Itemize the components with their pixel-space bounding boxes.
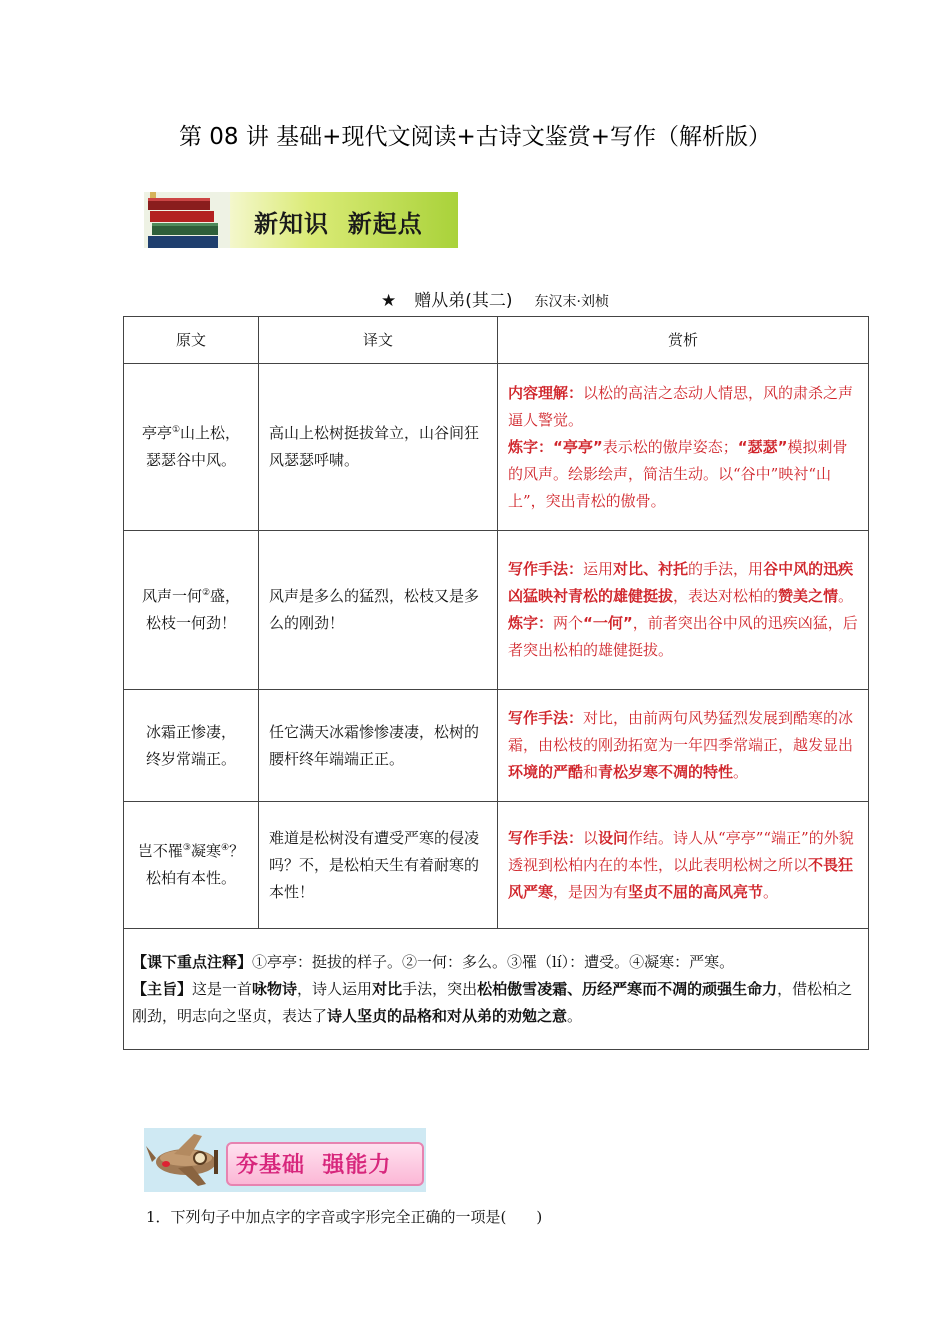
original-text: 瑟瑟谷中风。 [145,451,236,469]
notes-cell [124,929,869,1050]
original-text: 冰霜正惨凄， [145,722,236,741]
analysis-text: 和 [583,763,599,781]
header-original: 原文 [124,317,259,364]
notes-text: ①亭亭：挺拔的样子。②一何：多么。③罹（lí）：遭受。④凝寒：严寒。 [252,952,735,971]
original-cell [124,364,259,531]
original-text: ？ [229,842,245,860]
analysis-emph: 不畏狂风严寒 [508,855,854,901]
original-text: 终岁常端正。 [145,749,236,768]
analysis-label: 内容理解： [508,383,584,402]
analysis-text: 。 [763,882,779,901]
table-row [124,531,869,690]
analysis-text: 对比，由前两句风势猛烈发展到酷寒的冰霜，由松枝的刚劲拓宽为一年四季常端正，越发显出 [508,709,854,754]
banner-text: 夯基础 强能力 [236,1153,392,1178]
translation-cell: 高山上松树挺拔耸立，山谷间狂风瑟瑟呼啸。 [259,364,498,531]
notes-label: 【课下重点注释】 [132,952,253,971]
analysis-text: 运用 [583,560,614,578]
analysis-text: 作结。诗人从“亭亭”“端正”的外貌透视到松柏内在的本性，以此表明松树之所以 [508,828,854,874]
analysis-cell [498,364,869,531]
theme-emph: 松柏傲雪凌霜、历经严寒而不凋的顽强生命力 [477,979,778,998]
footnote-mark: ③ [182,843,191,853]
analysis-text: 的手法，用 [688,560,764,578]
analysis-text: 以 [583,828,599,847]
analysis-emph: 青松岁寒不凋的特性 [598,763,734,781]
analysis-emph: 赞美之情 [778,587,839,605]
poem-analysis-table [123,316,869,1050]
analysis-cell [498,531,869,690]
analysis-emph: 谷中风的迅疾凶猛映衬青松的雄健挺拔 [508,560,854,605]
banner-consolidate-basics [144,1128,426,1192]
footnote-mark: ② [201,588,211,598]
analysis-text: 。 [838,587,854,605]
analysis-text: 以松的高洁之态动人情思，风的肃杀之声逼人警觉。 [508,383,854,429]
analysis-text: 。 [733,763,749,781]
notes-row [124,929,869,1050]
theme-label: 【主旨】 [132,979,193,998]
analysis-emph: 坚贞不屈的高风亮节 [628,882,764,901]
books-icon [144,192,236,248]
original-cell [124,531,259,690]
theme-emph: 对比 [372,979,403,998]
original-text: 岂不罹 [137,842,183,860]
theme-text: ，借松柏之刚劲，明志向之坚贞，表达了 [132,979,853,1025]
analysis-text: ，表达对松柏的 [673,587,779,605]
analysis-emph: “瑟瑟” [737,437,788,456]
header-analysis: 赏析 [498,317,869,364]
analysis-cell [498,802,869,929]
table-row [124,690,869,802]
theme-text: 。 [567,1006,583,1025]
translation-cell: 风声是多么的猛烈，松枝又是多么的刚劲！ [259,531,498,690]
table-row [124,364,869,531]
banner-new-knowledge [144,192,458,248]
analysis-label: 写作手法： [508,560,584,578]
question-1: 1．下列句子中加点字的字音或字形完全正确的一项是( ) [146,1208,543,1226]
analysis-label: 写作手法： [508,709,584,727]
analysis-emph: 对比、衬托 [613,560,689,578]
poem-author: 东汉末·刘桢 [534,294,609,310]
table-row [124,802,869,929]
analysis-text: 模拟刺骨的风声。绘影绘声，简洁生动。以“谷中”映衬“山上”，突出青松的傲骨。 [508,437,848,510]
original-cell [124,690,259,802]
poem-title: 赠从弟(其二) [414,291,513,311]
theme-text: 手法，突出 [402,979,478,998]
page-title: 第 08 讲 基础+现代文阅读+古诗文鉴赏+写作（解析版） [178,124,771,150]
analysis-emph: 环境的严酷 [508,763,584,781]
analysis-text: ，前者突出谷中风的迅疾凶猛，后者突出松柏的雄健挺拔。 [508,614,858,659]
original-text: 松柏有本性。 [145,869,236,887]
translation-cell: 任它满天冰霜惨惨凄凄，松树的腰杆终年端端正正。 [259,690,498,802]
footnote-mark: ④ [221,843,230,853]
original-text: 山上松， [180,424,241,442]
footnote-mark: ① [171,425,181,435]
analysis-emph: “一何” [583,614,633,632]
theme-emph: 咏物诗 [252,979,298,998]
analysis-label: 炼字： [508,614,554,632]
analysis-label: 炼字： [508,437,554,456]
analysis-emph: 设问 [598,828,629,847]
theme-text: ，诗人运用 [297,979,373,998]
star-icon: ★ [381,291,397,311]
analysis-label: 写作手法： [508,828,584,847]
header-translation: 译文 [259,317,498,364]
table-header-row [124,317,869,364]
analysis-emph: “亭亭” [553,437,603,456]
original-cell [124,802,259,929]
original-text: 松枝一何劲！ [145,614,236,632]
theme-text: 这是一首 [192,979,253,998]
original-text: 风声一何 [141,587,202,605]
translation-cell: 难道是松树没有遭受严寒的侵凌吗？不，是松柏天生有着耐寒的本性！ [259,802,498,929]
theme-emph: 诗人坚贞的品格和对从弟的劝勉之意 [327,1006,568,1025]
analysis-cell [498,690,869,802]
poem-heading [0,286,950,311]
original-text: 凝寒 [190,842,221,860]
original-text: 亭亭 [141,424,172,442]
analysis-text: 两个 [553,614,584,632]
original-text: 盛， [210,587,241,605]
banner-text: 新知识 新起点 [254,210,423,238]
analysis-text: 表示松的傲岸姿态； [602,437,738,456]
analysis-text: ，是因为有 [553,882,629,901]
